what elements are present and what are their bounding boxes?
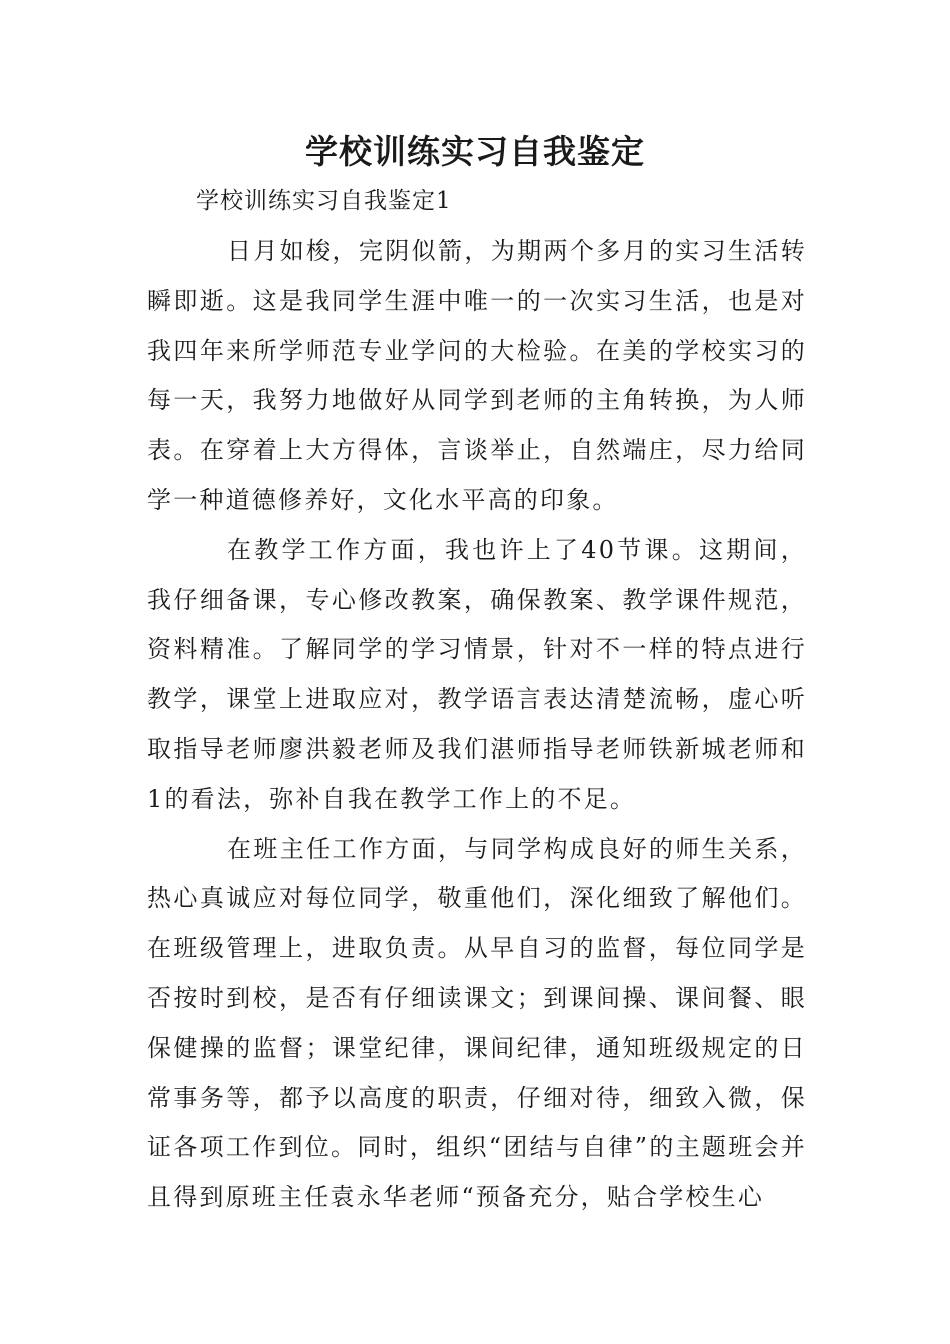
document-title: 学校训练实习自我鉴定 (305, 132, 645, 171)
document-body (147, 227, 807, 1223)
paragraph-3: 在班主任工作方面，与同学构成良好的师生关系，热心真诚应对每位同学，敬重他们，深化细致了解他们。在班级管理上，进取负责。从早自习的监督，每位同学是否按时到校，是否有仔细读课文；到课间操、课间餐、眼保健操的监督；课堂纪律，课间纪律，通知班级规定的日常事务等，都予以高度的职责，仔细对待，细致入微，保证各项工作到位。同时，组织“团结与自律”的主题班会并且得到原班主任袁永华老师“预备充分，贴合学校生心 (147, 834, 807, 1212)
document-subtitle: 学校训练实习自我鉴定1 (196, 188, 452, 214)
paragraph-1: 日月如梭，完阴似箭，为期两个多月的实习生活转瞬即逝。这是我同学生涯中唯一的一次实习生活，也是对我四年来所学师范专业学问的大检验。在美的学校实习的每一天，我努力地做好从同学到老师的主角转换，为人师表。在穿着上大方得体，言谈举止，自然端庄，尽力给同学一种道德修养好，文化水平高的印象。 (147, 237, 807, 514)
paragraph-2: 在教学工作方面，我也许上了40节课。这期间，我仔细备课，专心修改教案，确保教案、教学课件规范，资料精准。了解同学的学习情景，针对不一样的特点进行教学，课堂上进取应对，教学语言表达清楚流畅，虚心听取指导老师廖洪毅老师及我们湛师指导老师铁新城老师和1的看法，弥补自我在教学工作上的不足。 (147, 535, 807, 813)
